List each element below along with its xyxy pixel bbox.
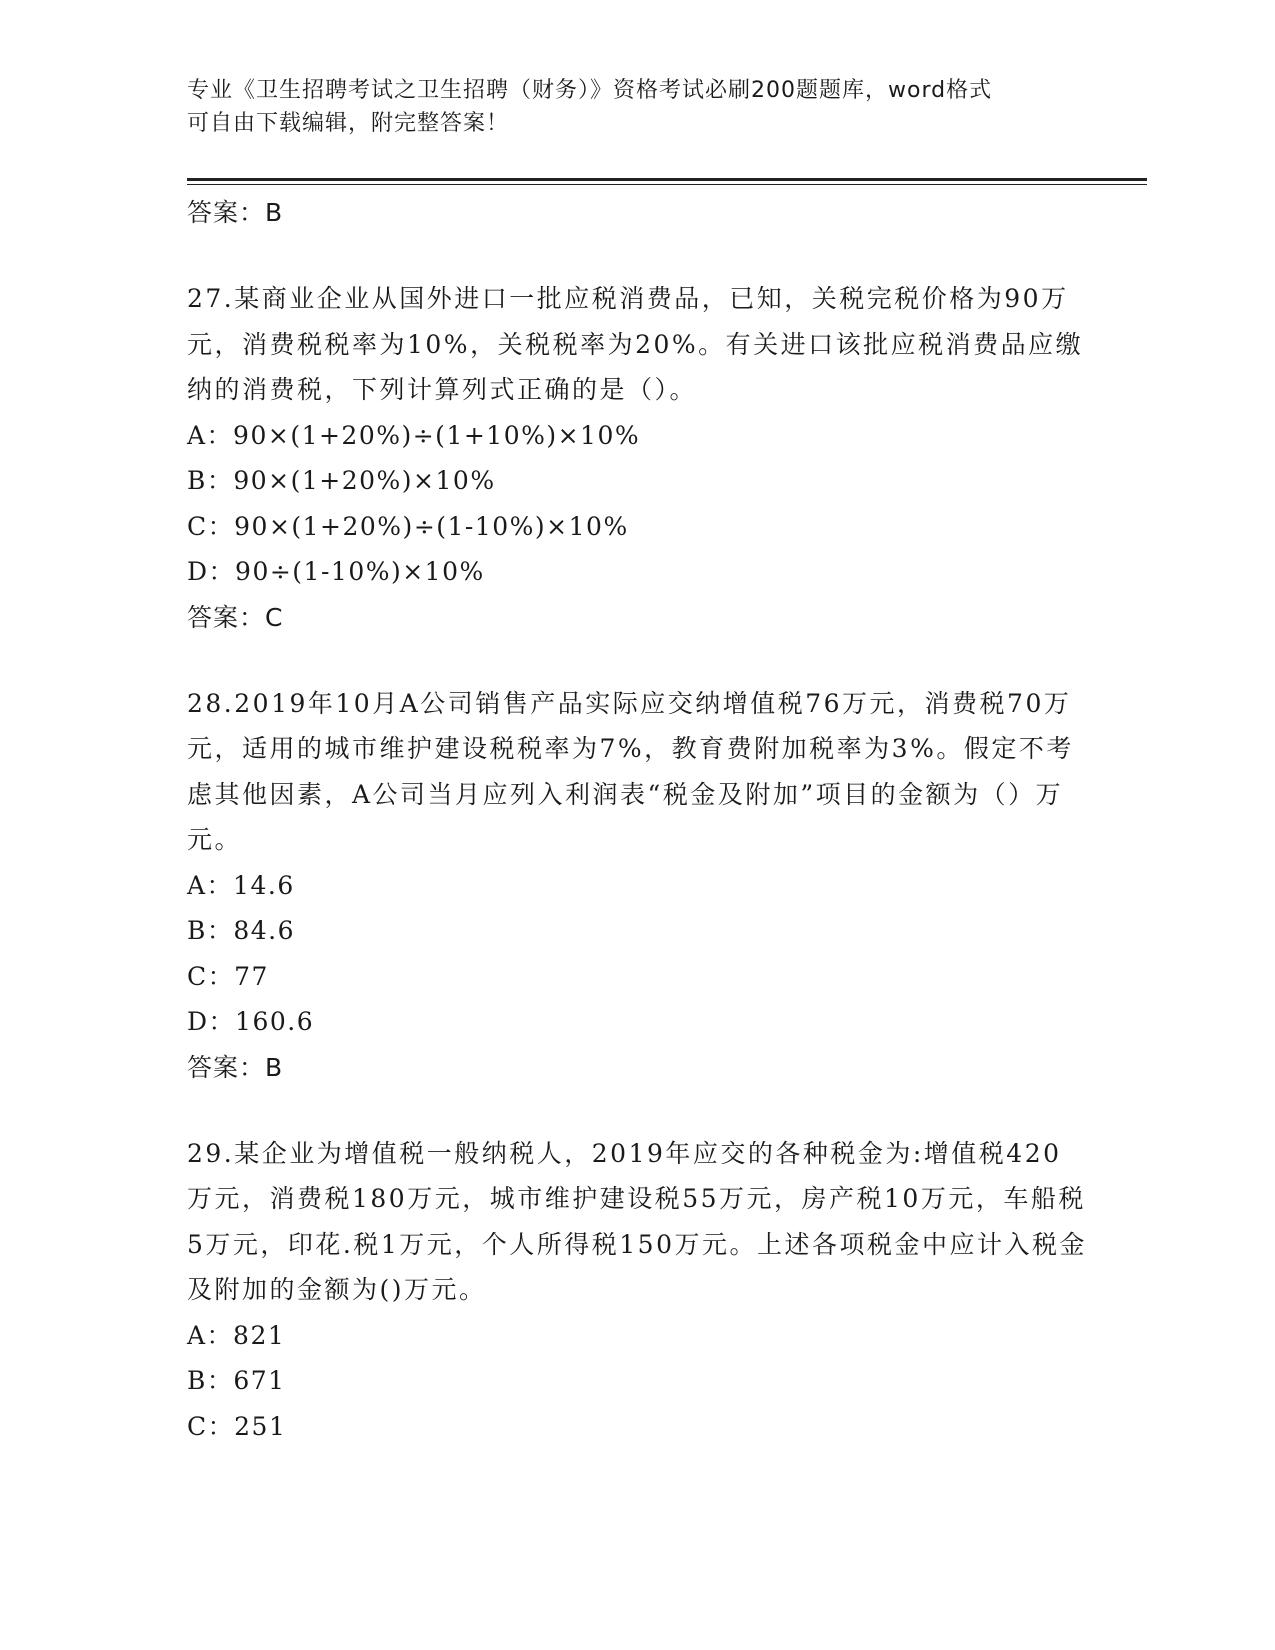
question-block [187,681,1087,1091]
header-divider-thin [187,184,1147,185]
question-block [187,1131,1087,1450]
option-a: A：90×(1+20%)÷(1+10%)×10% [187,420,641,450]
header-line-2: 可自由下载编辑，附完整答案！ [187,111,510,136]
answer-line: 答案：C [187,602,284,632]
option-b: B：90×(1+20%)×10% [187,466,496,495]
option-d: D：90÷(1-10%)×10% [187,557,485,586]
option-c: C：90×(1+20%)÷(1-10%)×10% [187,511,629,541]
header-divider-thick [187,178,1147,181]
option-d: D：160.6 [187,1007,315,1036]
answer-line: 答案：B [187,1052,284,1082]
question-text: 28.2019年10月A公司销售产品实际应交纳增值税76万元，消费税70万元，适用的城市维护建设税税率为7%，教育费附加税率为3%。假定不考虑其他因素，A公司当月应列入利润表“税金及附加”项目的金额为（）万元。 [187,688,1074,854]
document-body [187,190,1087,1449]
option-b: B：84.6 [187,916,296,945]
question-text: 27.某商业企业从国外进口一批应税消费品，已知，关税完税价格为90万元，消费税税率为10%，关税税率为20%。有关进口该批应税消费品应缴纳的消费税，下列计算列式正确的是（）。 [187,284,1084,404]
option-c: C：77 [187,961,269,991]
question-text: 29.某企业为增值税一般纳税人，2019年应交的各种税金为:增值税420万元，消费税180万元，城市维护建设税55万元，房产税10万元，车船税5万元，印花.税1万元，个人所得税150万元。上述各项税金中应计入税金及附加的金额为()万元。 [187,1138,1087,1304]
option-b: B：671 [187,1366,286,1395]
option-a: A：14.6 [187,870,295,900]
document-header [187,74,1087,140]
option-a: A：821 [187,1320,286,1350]
header-line-1: 专业《卫生招聘考试之卫生招聘（财务）》资格考试必刷200题题库，word格式 [187,78,993,103]
answer-line: 答案：B [187,198,284,227]
option-c: C：251 [187,1411,287,1441]
question-block [187,276,1087,641]
